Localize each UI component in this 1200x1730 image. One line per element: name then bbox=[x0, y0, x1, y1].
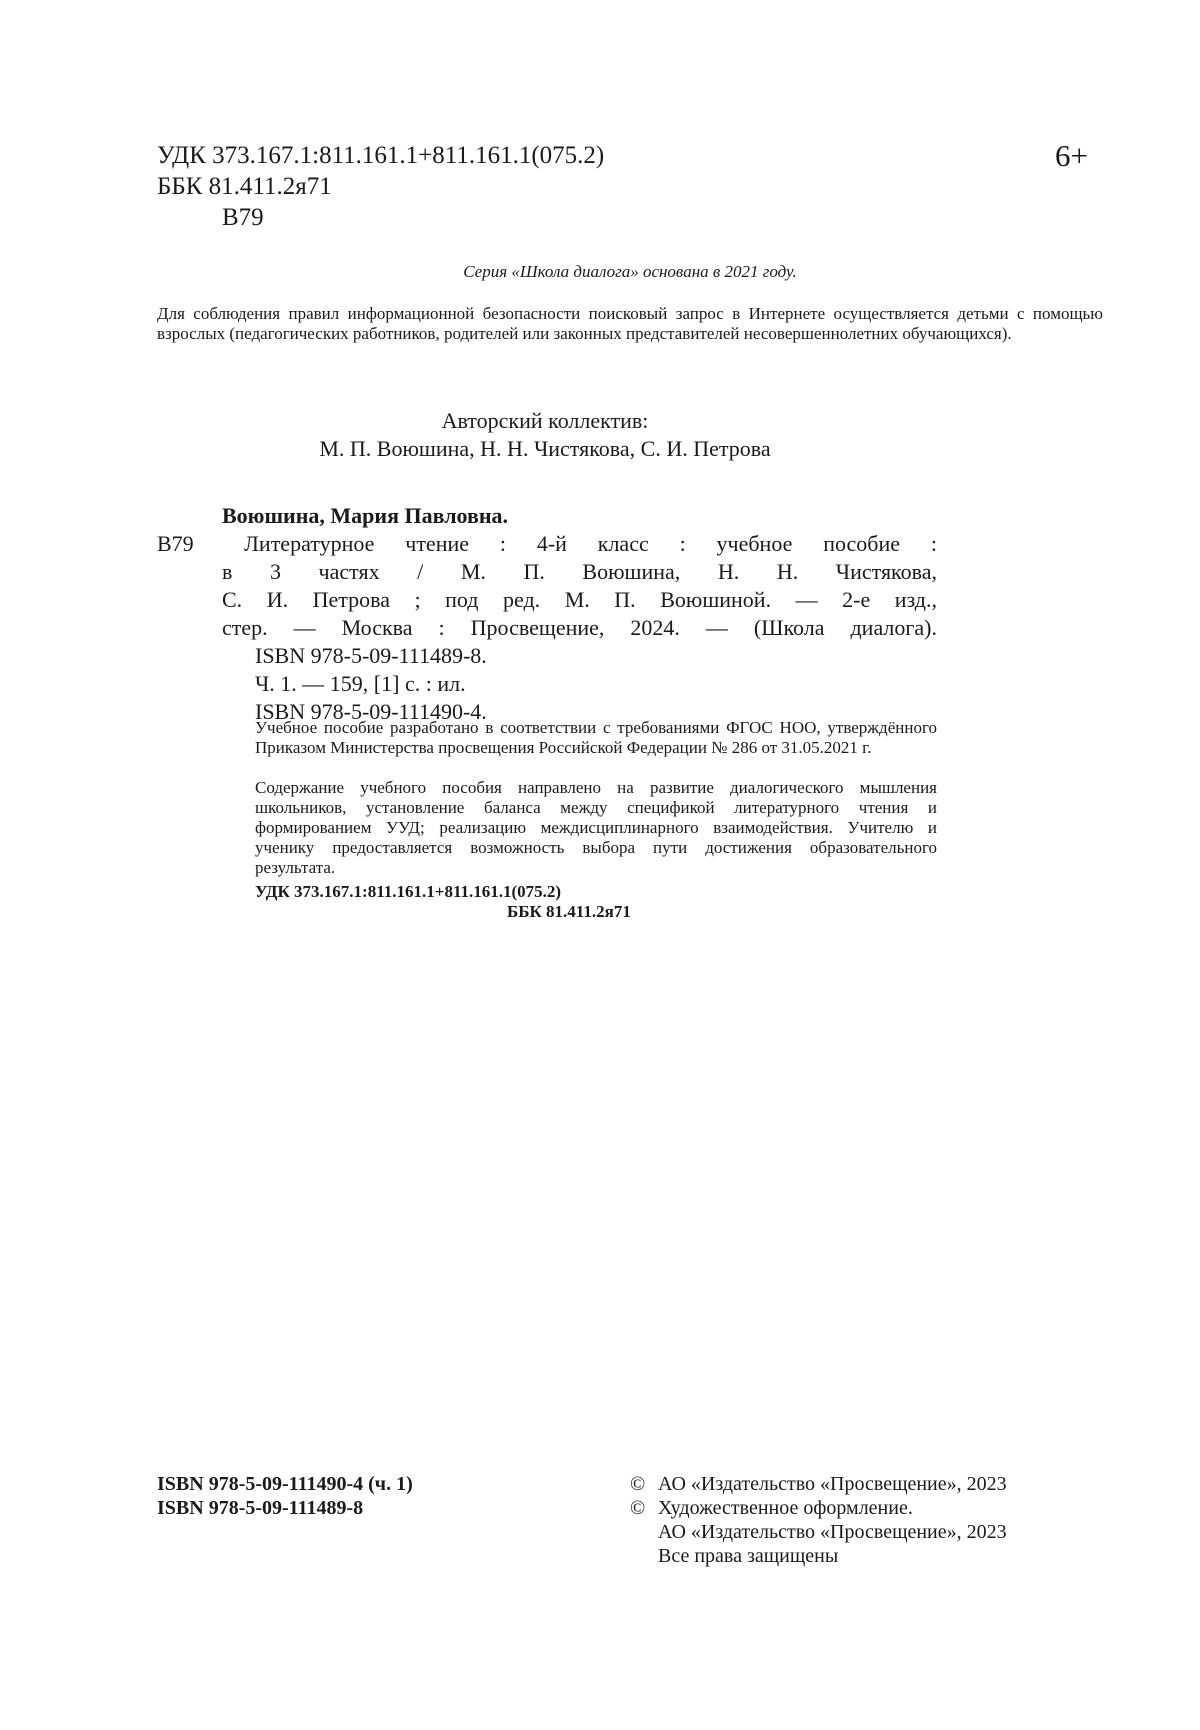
rights-reserved: Все права защищены bbox=[658, 1545, 839, 1567]
copyright-publisher: АО «Издательство «Просвещение», 2023 bbox=[658, 1473, 1007, 1495]
catalog-line-1: Литературное чтение : 4-й класс : учебное пособие : bbox=[244, 531, 937, 556]
authors-block bbox=[250, 407, 840, 463]
catalog-line-4: стер. — Москва : Просвещение, 2024. — (Школа диалога). bbox=[222, 615, 937, 640]
footer-isbn-block bbox=[157, 1472, 413, 1520]
footer-copyright-block bbox=[630, 1472, 1100, 1568]
catalog-body bbox=[222, 530, 937, 726]
catalog-line-3: С. И. Петрова ; под ред. М. П. Воюшиной. — 2-е изд., bbox=[222, 587, 937, 612]
catalog-bbk: ББК 81.411.2я71 bbox=[507, 902, 631, 921]
series-note: Серия «Школа диалога» основана в 2021 году. bbox=[463, 262, 797, 281]
safety-notice: Для соблюдения правил информационной безопасности поисковый запрос в Интернете осуществляется детьми с помощью взрослых (педагогических работников, родителей или законных представителей несовершеннолетних обучающихся). bbox=[157, 304, 1103, 343]
catalog-annotation-1: Учебное пособие разработано в соответствии с требованиями ФГОС НОО, утверждённого Приказом Министерства просвещения Российской Федерации № 286 от 31.05.2021 г. bbox=[255, 718, 937, 757]
footer-isbn-2: ISBN 978-5-09-111489-8 bbox=[157, 1497, 364, 1519]
authors-label: Авторский коллектив: bbox=[441, 408, 649, 433]
copyright-design: Художественное оформление. bbox=[658, 1497, 913, 1519]
catalog-isbn-part: ISBN 978-5-09-111490-4. bbox=[255, 699, 487, 724]
copyright-symbol-2: © bbox=[630, 1497, 646, 1519]
copyright-row-1 bbox=[630, 1472, 1100, 1496]
catalog-isbn-set: ISBN 978-5-09-111489-8. bbox=[255, 643, 487, 668]
header-block bbox=[157, 140, 604, 233]
age-rating: 6+ bbox=[1055, 138, 1088, 173]
copyright-design-publisher: АО «Издательство «Просвещение», 2023 bbox=[658, 1521, 1007, 1543]
catalog-code: В79 bbox=[157, 531, 194, 556]
header-bbk: ББК 81.411.2я71 bbox=[157, 173, 332, 200]
footer-isbn-1: ISBN 978-5-09-111490-4 (ч. 1) bbox=[157, 1473, 413, 1495]
authors-names: М. П. Воюшина, Н. Н. Чистякова, С. И. Петрова bbox=[319, 436, 771, 461]
catalog-udk: УДК 373.167.1:811.161.1+811.161.1(075.2) bbox=[255, 882, 562, 901]
copyright-symbol-1: © bbox=[630, 1473, 646, 1495]
catalog-heading: Воюшина, Мария Павловна. bbox=[222, 503, 509, 528]
copyright-row-2 bbox=[630, 1496, 1100, 1520]
catalog-line-2: в 3 частях / М. П. Воюшина, Н. Н. Чистякова, bbox=[222, 559, 937, 584]
header-code: В79 bbox=[222, 204, 264, 231]
header-udk: УДК 373.167.1:811.161.1+811.161.1(075.2) bbox=[157, 142, 605, 169]
catalog-part: Ч. 1. — 159, [1] с. : ил. bbox=[255, 671, 466, 696]
catalog-classification bbox=[255, 882, 937, 922]
catalog-annotation-2: Содержание учебного пособия направлено на развитие диалогического мышления школьников, установление баланса между спецификой литературного чтения и формированием УУД; реализацию междисциплинарного взаимодействия. Учителю и ученику предоставляется возможность выбора пути достижения образовательного результата. bbox=[255, 778, 937, 877]
